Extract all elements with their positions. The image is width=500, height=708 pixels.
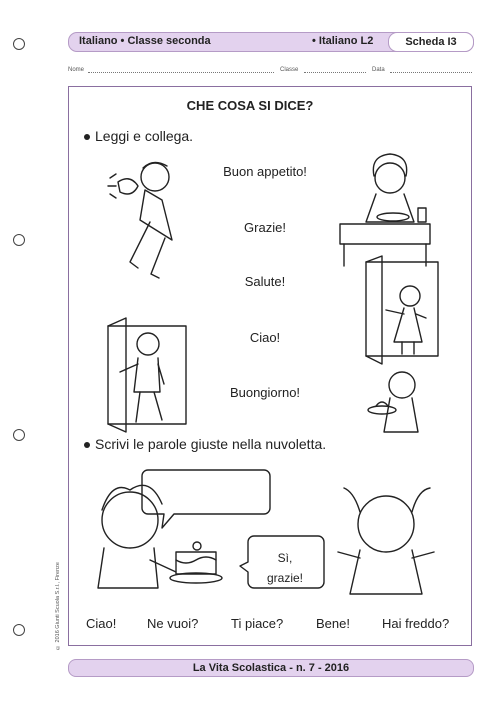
empty-speech-bubble xyxy=(142,470,270,528)
girl-at-door-illustration xyxy=(366,256,438,364)
phrase-buon-appetito[interactable]: Buon appetito! xyxy=(223,164,307,179)
instruction-2-text: Scrivi le parole giuste nella nuvoletta. xyxy=(95,436,327,452)
eating-girl-illustration xyxy=(340,154,430,266)
phrase-ciao[interactable]: Ciao! xyxy=(249,330,281,345)
choice-bene[interactable]: Bene! xyxy=(316,616,350,631)
subject-label: Italiano • Classe seconda xyxy=(79,35,211,47)
sneezing-boy-illustration xyxy=(108,162,172,278)
bubble-line-2: grazie! xyxy=(266,571,304,585)
sheet-label: Scheda I3 xyxy=(388,32,474,52)
girl-illustration xyxy=(338,488,434,594)
boy-with-plate-illustration xyxy=(368,372,418,432)
nome-label: Nome xyxy=(68,67,85,73)
cake-illustration xyxy=(170,542,222,583)
boy-with-cake-illustration xyxy=(98,485,176,588)
choice-ti-piace[interactable]: Ti piace? xyxy=(231,616,284,631)
phrase-buongiorno[interactable]: Buongiorno! xyxy=(229,385,301,400)
choice-ne-vuoi[interactable]: Ne vuoi? xyxy=(147,616,199,631)
choice-ciao[interactable]: Ciao! xyxy=(86,616,117,631)
bubble-text xyxy=(250,548,320,588)
bubble-line-1: Sì, xyxy=(277,551,293,565)
classe-label: Classe xyxy=(280,67,299,73)
phrase-grazie[interactable]: Grazie! xyxy=(244,220,286,235)
level-label: • Italiano L2 xyxy=(312,35,374,47)
instruction-1-text: Leggi e collega. xyxy=(95,128,194,144)
boy-at-door-illustration xyxy=(108,318,186,432)
choice-hai-freddo[interactable]: Hai freddo? xyxy=(382,616,450,631)
copyright-note: © 2016 Giunti Scuola S.r.l., Firenze xyxy=(55,562,61,650)
worksheet-title: CHE COSA SI DICE? xyxy=(186,98,314,113)
phrase-salute[interactable]: Salute! xyxy=(244,274,286,289)
data-label: Data xyxy=(372,67,385,73)
footer-band: La Vita Scolastica - n. 7 - 2016 xyxy=(68,659,474,677)
